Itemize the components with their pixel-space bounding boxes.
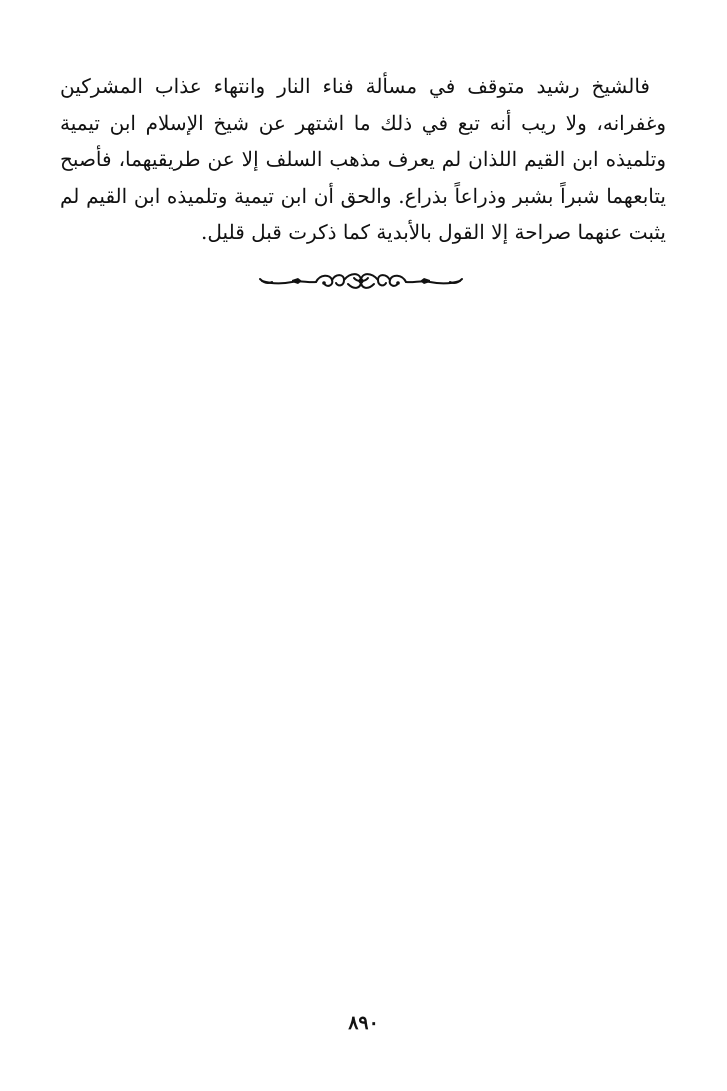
paragraph-line-2: وغفرانه، ولا ريب أنه تبع في ذلك ما اشتهر عن شيخ الإسلام ابن تيمية — [60, 110, 666, 135]
paragraph-line-3: وتلميذه ابن القيم اللذان لم يعرف مذهب السلف إلا عن طريقيهما، فأصبح — [60, 147, 666, 171]
body-paragraph — [60, 68, 666, 251]
paragraph-line-5: يثبت عنهما صراحة إلا القول بالأبدية كما ذكرت قبل قليل. — [201, 220, 666, 244]
paragraph-line-1: فالشيخ رشيد متوقف في مسألة فناء النار وانتهاء عذاب المشركين — [60, 74, 650, 98]
page-number: ٨٩٠ — [348, 1012, 379, 1034]
decorative-divider-icon — [258, 270, 464, 292]
paragraph-line-4: يتابعهما شبراً بشبر وذراعاً بذراع. والحق أن ابن تيمية وتلميذه ابن القيم لم — [60, 183, 666, 208]
